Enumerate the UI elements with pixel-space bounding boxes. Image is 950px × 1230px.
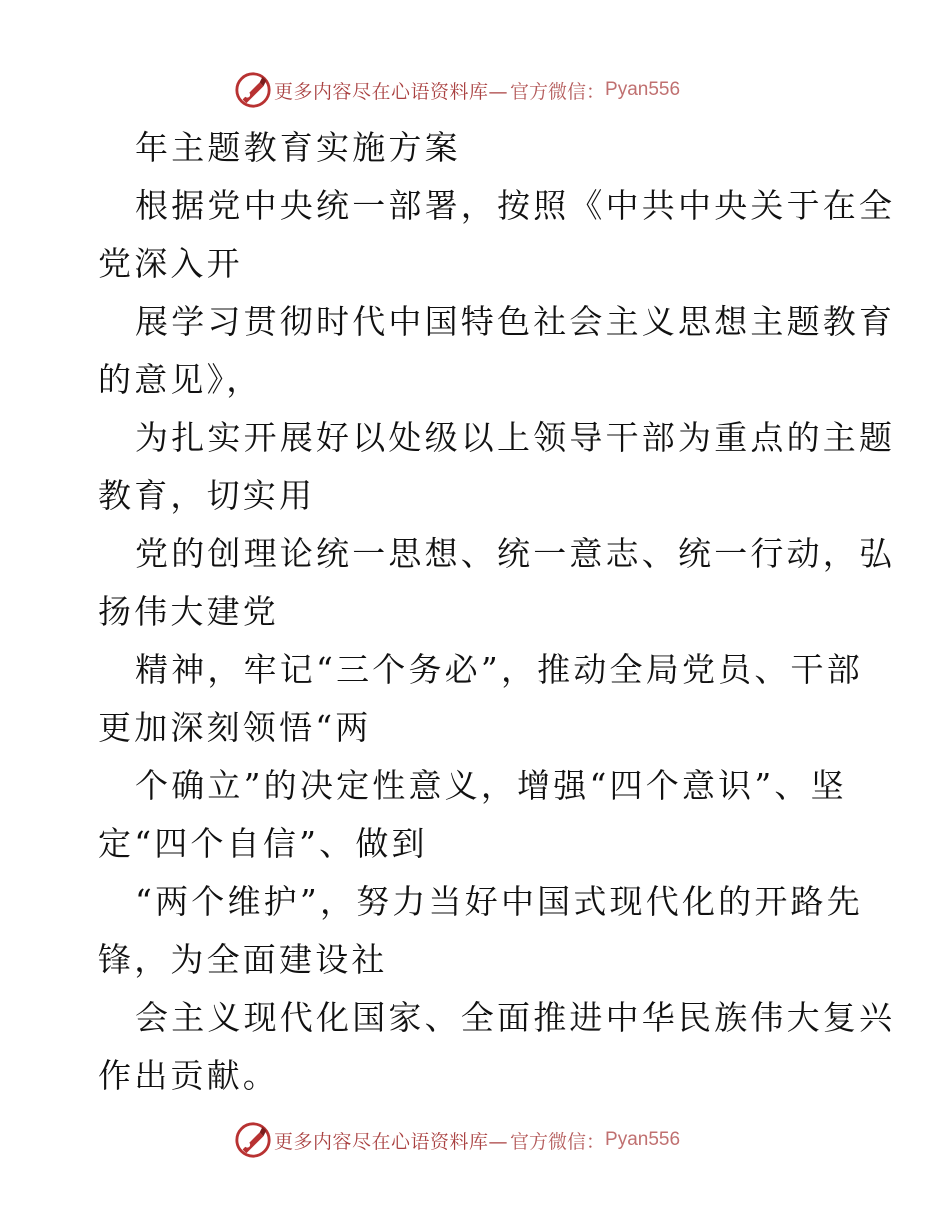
paragraph-line: 的意见》， — [98, 360, 263, 399]
paragraph-line: 锋，为全面建设社 — [98, 940, 388, 979]
paragraph-line: 定“四个自信”、做到 — [98, 824, 428, 863]
banner-wechat-id: Pyan556 — [605, 1129, 681, 1150]
paragraph-line: 为扎实开展好以处级以上领导干部为重点的主题 — [135, 418, 896, 457]
paragraph-line: 精神，牢记“三个务必”，推动全局党员、干部 — [135, 650, 863, 689]
document-title-line: 年主题教育实施方案 — [135, 128, 461, 167]
banner-wechat-id: Pyan556 — [605, 79, 681, 100]
paragraph-line: 会主义现代化国家、全面推进中华民族伟大复兴 — [135, 998, 896, 1037]
banner-label: 官方微信： — [510, 1130, 606, 1153]
banner-text: 更多内容尽在心语资料库— — [274, 80, 509, 103]
paragraph-line: 展学习贯彻时代中国特色社会主义思想主题教育 — [135, 302, 896, 341]
paragraph-line: 个确立”的决定性意义，增强“四个意识”、坚 — [135, 766, 847, 805]
paragraph-line: 教育，切实用 — [98, 476, 316, 515]
paragraph-line: 更加深刻领悟“两 — [98, 708, 372, 747]
document-body — [98, 119, 896, 1105]
header-banner — [234, 70, 754, 110]
paragraph-line: 党的创理论统一思想、统一意志、统一行动，弘 — [135, 534, 896, 573]
paragraph-line: 党深入开 — [98, 244, 243, 283]
paragraph-line: 作出贡献。 — [98, 1056, 279, 1095]
paragraph-line: 扬伟大建党 — [98, 592, 279, 631]
footer-banner — [234, 1120, 754, 1160]
paragraph-line: 根据党中央统一部署，按照《中共中央关于在全 — [135, 186, 896, 225]
pen-logo-icon — [234, 71, 272, 109]
banner-text: 更多内容尽在心语资料库— — [274, 1130, 509, 1153]
banner-label: 官方微信： — [510, 80, 606, 103]
paragraph-line: “两个维护”，努力当好中国式现代化的开路先 — [135, 882, 863, 921]
pen-logo-icon — [234, 1121, 272, 1159]
